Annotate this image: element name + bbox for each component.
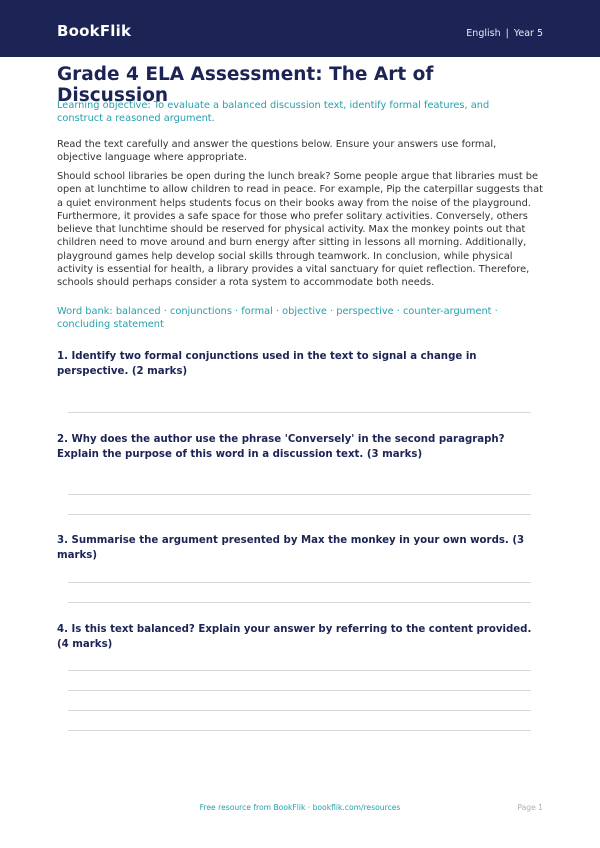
answer-line[interactable] xyxy=(68,494,531,495)
brand-logo[interactable]: BookFlik xyxy=(57,22,132,40)
question-2: 2. Why does the author use the phrase 'Conversely' in the second paragraph? Explain the purpose of this word in a discussion text. (3 marks) xyxy=(57,434,505,460)
answer-line[interactable] xyxy=(68,730,531,731)
instructions: Read the text carefully and answer the questions below. Ensure your answers use formal, objective language where appropriate. xyxy=(57,139,497,164)
answer-line[interactable] xyxy=(68,412,531,413)
answer-line[interactable] xyxy=(68,582,531,583)
page-header xyxy=(0,0,600,57)
footer-resource-link[interactable]: Free resource from BookFlik · bookflik.com/resources xyxy=(199,803,401,812)
word-bank: Word bank: balanced · conjunctions · formal · objective · perspective · counter-argument · concluding statement xyxy=(57,306,498,331)
subject-label: English xyxy=(466,28,501,39)
answer-line[interactable] xyxy=(68,710,531,711)
year-label: Year 5 xyxy=(513,28,543,39)
question-3: 3. Summarise the argument presented by Max the monkey in your own words. (3 marks) xyxy=(57,535,525,561)
answer-line[interactable] xyxy=(68,690,531,691)
learning-objective: Learning objective: To evaluate a balanced discussion text, identify formal features, and construct a reasoned argument. xyxy=(57,100,490,124)
reading-passage: Should school libraries be open during the lunch break? Some people argue that libraries must be open at lunchtime to allow children to read in peace. For example, Pip the caterpillar suggests that a quiet environment helps students focus on their books away from the noise of the playground. Furthermore, it provides a safe space for those who prefer solitary activities. Conversely, others believe that lunchtime should be reserved for physical activity. Max the monkey points out that children need to move around and burn energy after sitting in lessons all morning. Additionally, playground games help develop social skills through teamwork. In conclusion, while physical activity is essential for health, a library provides a vital sanctuary for quiet reflection. Therefore, schools should perhaps consider a rota system to accommodate both needs. xyxy=(57,171,543,289)
page-number: Page 1 xyxy=(517,803,543,812)
subject-year-label xyxy=(466,28,543,39)
answer-line[interactable] xyxy=(68,514,531,515)
separator: | xyxy=(505,28,509,39)
question-1: 1. Identify two formal conjunctions used in the text to signal a change in perspective. (2 marks) xyxy=(57,351,477,377)
page-title: Grade 4 ELA Assessment: The Art of Discussion xyxy=(57,64,434,106)
answer-line[interactable] xyxy=(68,602,531,603)
answer-line[interactable] xyxy=(68,670,531,671)
question-4: 4. Is this text balanced? Explain your answer by referring to the content provided. (4 marks) xyxy=(57,624,532,650)
